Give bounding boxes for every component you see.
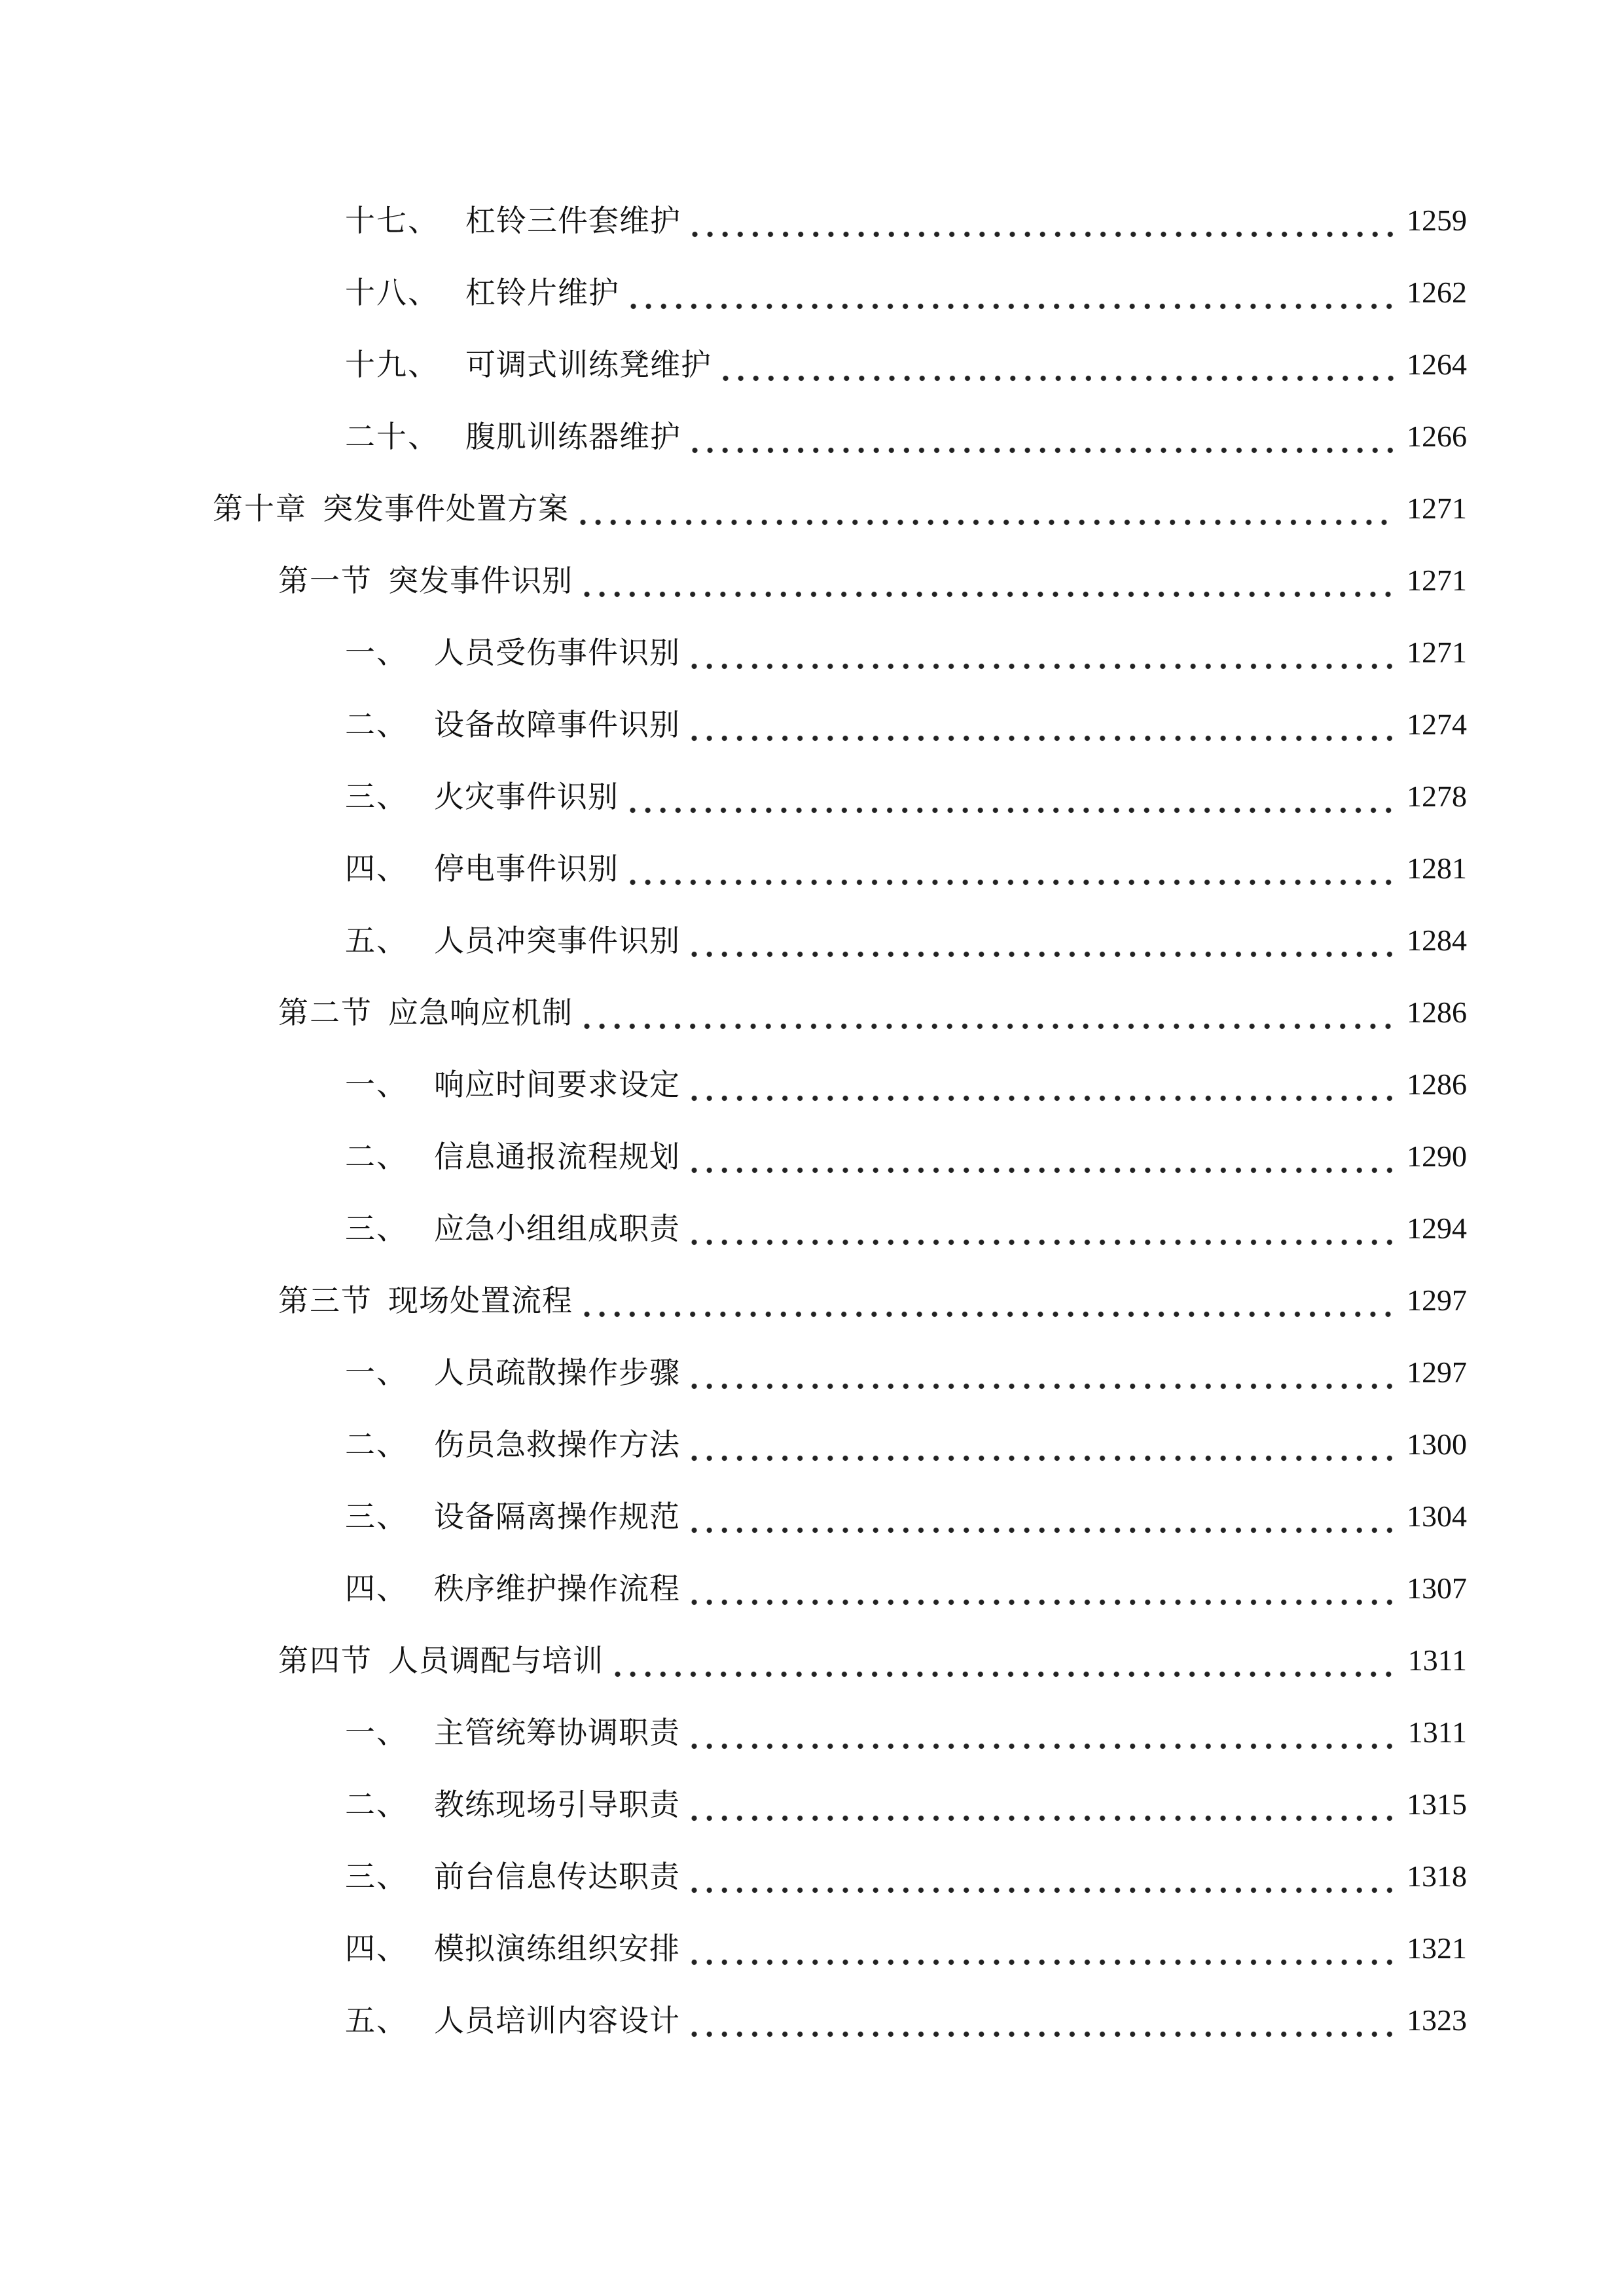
toc-entry-label — [345, 1346, 680, 1399]
toc-entry-number: 三、 — [345, 1211, 408, 1246]
toc-page-number: 1274 — [1407, 708, 1467, 741]
toc-dot-leader — [718, 338, 1395, 391]
toc-entry-label — [345, 914, 680, 967]
toc-page-number: 1290 — [1407, 1139, 1467, 1173]
toc-page-number: 1264 — [1407, 348, 1467, 381]
toc-entry[interactable] — [0, 698, 1624, 751]
toc-entry[interactable] — [0, 1418, 1624, 1471]
toc-entry-line — [345, 410, 1467, 463]
toc-page-number: 1311 — [1407, 1643, 1467, 1677]
toc-dot-leader — [687, 626, 1395, 679]
toc-page-number: 1286 — [1407, 996, 1467, 1029]
toc-entry-number: 二十、 — [345, 419, 439, 454]
toc-entry-line — [345, 770, 1467, 823]
toc-entry-line — [345, 914, 1467, 967]
toc-entry-line — [278, 1634, 1467, 1687]
toc-page-number: 1297 — [1407, 1355, 1467, 1389]
toc-page-number: 1259 — [1407, 204, 1467, 237]
toc-entry-number: 第四节 — [278, 1643, 372, 1678]
toc-dot-leader — [625, 842, 1395, 895]
toc-dot-leader — [687, 1922, 1395, 1975]
toc-dot-leader — [687, 1490, 1395, 1543]
toc-entry-number: 二、 — [345, 1787, 408, 1822]
toc-entry[interactable] — [0, 626, 1624, 679]
toc-entry-number: 第十章 — [213, 491, 307, 526]
toc-entry-number: 四、 — [345, 851, 408, 886]
toc-entry-title: 腹肌训练器维护 — [465, 419, 681, 454]
toc-dot-leader — [687, 410, 1395, 463]
toc-dot-leader — [687, 1418, 1395, 1471]
toc-page-number: 1266 — [1407, 420, 1467, 453]
toc-entry-number: 一、 — [345, 1067, 408, 1102]
toc-entry[interactable] — [0, 770, 1624, 823]
toc-entry-title: 人员培训内容设计 — [434, 2003, 680, 2038]
toc-entry-label — [345, 1850, 680, 1903]
toc-entry-line — [345, 842, 1467, 895]
toc-entry-label — [345, 1202, 680, 1255]
toc-dot-leader — [687, 1562, 1395, 1615]
toc-entry-title: 突发事件识别 — [388, 563, 573, 598]
toc-dot-leader — [575, 482, 1395, 535]
toc-entry-line — [345, 1994, 1467, 2047]
toc-entry[interactable] — [0, 1850, 1624, 1903]
toc-entry[interactable] — [0, 1346, 1624, 1399]
toc-entry-line — [345, 698, 1467, 751]
toc-page-number: 1321 — [1407, 1931, 1467, 1965]
toc-entry[interactable] — [0, 194, 1624, 247]
toc-dot-leader — [579, 554, 1395, 607]
toc-entry-number: 一、 — [345, 1355, 408, 1390]
toc-dot-leader — [687, 698, 1395, 751]
toc-entry-line — [345, 266, 1467, 319]
toc-entry-title: 设备故障事件识别 — [434, 707, 680, 742]
toc-entry-number: 四、 — [345, 1931, 408, 1966]
toc-entry-title: 突发事件处置方案 — [323, 491, 569, 526]
toc-page-number: 1311 — [1407, 1715, 1467, 1749]
toc-entry-label — [278, 1634, 604, 1687]
toc-entry[interactable] — [0, 482, 1624, 535]
toc-entry-line — [345, 1058, 1467, 1111]
toc-entry[interactable] — [0, 1490, 1624, 1543]
toc-entry[interactable] — [0, 1778, 1624, 1831]
toc-entry-number: 二、 — [345, 1427, 408, 1462]
toc-entry-number: 一、 — [345, 635, 408, 670]
toc-entry-line — [345, 626, 1467, 679]
toc-entry-line — [278, 986, 1467, 1039]
toc-entry-title: 现场处置流程 — [388, 1283, 573, 1318]
toc-page-number: 1323 — [1407, 2003, 1467, 2037]
toc-entry[interactable] — [0, 986, 1624, 1039]
toc-entry-title: 杠铃三件套维护 — [465, 203, 681, 238]
toc-page-number: 1286 — [1407, 1067, 1467, 1101]
toc-entry[interactable] — [0, 410, 1624, 463]
toc-entry-line — [345, 1778, 1467, 1831]
toc-entry-line — [345, 1922, 1467, 1975]
toc-entry[interactable] — [0, 266, 1624, 319]
toc-dot-leader — [687, 1202, 1395, 1255]
toc-entry-number: 三、 — [345, 779, 408, 814]
toc-entry[interactable] — [0, 1706, 1624, 1759]
toc-entry-number: 五、 — [345, 923, 408, 958]
toc-entry-number: 第一节 — [278, 563, 372, 598]
toc-entry-title: 人员冲突事件识别 — [434, 923, 680, 958]
toc-entry-label — [278, 986, 573, 1039]
toc-entry[interactable] — [0, 1562, 1624, 1615]
toc-entry-label — [278, 554, 573, 607]
toc-entry-label — [345, 1490, 680, 1543]
toc-entry-number: 三、 — [345, 1859, 408, 1894]
toc-page-number: 1318 — [1407, 1859, 1467, 1893]
toc-page-number: 1304 — [1407, 1499, 1467, 1533]
toc-entry[interactable] — [0, 1922, 1624, 1975]
toc-entry-line — [345, 1706, 1467, 1759]
toc-entry-line — [345, 1850, 1467, 1903]
toc-page-number: 1294 — [1407, 1211, 1467, 1245]
toc-entry-number: 第二节 — [278, 995, 372, 1030]
toc-page-number: 1262 — [1407, 276, 1467, 309]
toc-page-number: 1297 — [1407, 1283, 1467, 1317]
toc-entry-line — [278, 554, 1467, 607]
toc-entry-number: 十九、 — [345, 347, 439, 382]
toc-entry-label — [345, 194, 681, 247]
toc-entry-line — [278, 1274, 1467, 1327]
toc-entry-title: 信息通报流程规划 — [434, 1139, 680, 1174]
toc-entry-title: 人员调配与培训 — [388, 1643, 604, 1678]
toc-entry-title: 响应时间要求设定 — [434, 1067, 680, 1102]
toc-entry-number: 三、 — [345, 1499, 408, 1534]
toc-entry-number: 二、 — [345, 707, 408, 742]
toc-entry-line — [345, 1130, 1467, 1183]
toc-dot-leader — [610, 1634, 1396, 1687]
toc-entry-line — [345, 338, 1467, 391]
toc-page-number: 1271 — [1407, 636, 1467, 669]
toc-page-number: 1278 — [1407, 780, 1467, 813]
toc-entry-number: 十八、 — [345, 275, 439, 310]
toc-entry-label — [345, 410, 681, 463]
toc-entry[interactable] — [0, 1994, 1624, 2047]
toc-page-number: 1300 — [1407, 1427, 1467, 1461]
toc-entry-title: 伤员急救操作方法 — [434, 1427, 680, 1462]
toc-entry-label — [345, 1130, 680, 1183]
toc-page-number: 1284 — [1407, 924, 1467, 957]
toc-dot-leader — [625, 770, 1395, 823]
toc-entry-line — [345, 1418, 1467, 1471]
toc-entry-label — [213, 482, 569, 535]
toc-entry-label — [345, 1994, 680, 2047]
toc-entry-title: 模拟演练组织安排 — [434, 1931, 680, 1966]
toc-entry-label — [345, 770, 619, 823]
toc-entry-number: 五、 — [345, 2003, 408, 2038]
toc-entry-title: 应急小组组成职责 — [434, 1211, 680, 1246]
toc-entry-number: 四、 — [345, 1571, 408, 1606]
toc-dot-leader — [687, 1778, 1395, 1831]
toc-entry-label — [345, 1562, 680, 1615]
toc-entry-title: 人员受伤事件识别 — [434, 635, 680, 670]
toc-entry-label — [345, 842, 619, 895]
toc-entry[interactable] — [0, 1634, 1624, 1687]
toc-dot-leader — [687, 194, 1395, 247]
toc-dot-leader — [687, 1706, 1396, 1759]
toc-entry-title: 设备隔离操作规范 — [434, 1499, 680, 1534]
toc-entry-title: 停电事件识别 — [434, 851, 619, 886]
toc-entry-title: 人员疏散操作步骤 — [434, 1355, 680, 1390]
toc-entry-line — [213, 482, 1467, 535]
toc-entry-title: 前台信息传达职责 — [434, 1859, 680, 1894]
toc-entry-line — [345, 194, 1467, 247]
toc-entry-title: 教练现场引导职责 — [434, 1787, 680, 1822]
toc-entry[interactable] — [0, 1130, 1624, 1183]
toc-dot-leader — [687, 1994, 1395, 2047]
toc-entry-number: 二、 — [345, 1139, 408, 1174]
toc-entry[interactable] — [0, 554, 1624, 607]
toc-entry-label — [345, 1058, 680, 1111]
toc-entry-label — [345, 626, 680, 679]
toc-dot-leader — [687, 1130, 1395, 1183]
toc-entry[interactable] — [0, 842, 1624, 895]
toc-entry-label — [345, 338, 712, 391]
toc-entry-title: 主管统筹协调职责 — [434, 1715, 680, 1750]
toc-dot-leader — [579, 1274, 1395, 1327]
toc-dot-leader — [687, 914, 1395, 967]
toc-entry-line — [345, 1562, 1467, 1615]
toc-dot-leader — [687, 1058, 1395, 1111]
toc-entry[interactable] — [0, 1202, 1624, 1255]
toc-entry-number: 第三节 — [278, 1283, 372, 1318]
toc-entry-title: 火灾事件识别 — [434, 779, 619, 814]
toc-entry-title: 应急响应机制 — [388, 995, 573, 1030]
toc-entry-label — [345, 698, 680, 751]
toc-page-number: 1271 — [1407, 564, 1467, 597]
toc-entry-title: 秩序维护操作流程 — [434, 1571, 680, 1606]
toc-entry-number: 一、 — [345, 1715, 408, 1750]
toc-page-number: 1271 — [1407, 492, 1467, 525]
toc-entry[interactable] — [0, 338, 1624, 391]
toc-entry[interactable] — [0, 1058, 1624, 1111]
toc-dot-leader — [579, 986, 1395, 1039]
toc-dot-leader — [626, 266, 1395, 319]
toc-dot-leader — [687, 1850, 1395, 1903]
toc-entry-label — [345, 266, 619, 319]
toc-entry-line — [345, 1202, 1467, 1255]
toc-entry-label — [278, 1274, 573, 1327]
toc-entry[interactable] — [0, 914, 1624, 967]
toc-entry-title: 杠铃片维护 — [465, 275, 619, 310]
toc-entry[interactable] — [0, 1274, 1624, 1327]
toc-page-number: 1315 — [1407, 1787, 1467, 1821]
toc-page-number: 1307 — [1407, 1571, 1467, 1605]
toc-entry-title: 可调式训练凳维护 — [465, 347, 712, 382]
toc-entry-label — [345, 1418, 680, 1471]
toc-dot-leader — [687, 1346, 1395, 1399]
toc-page-number: 1281 — [1407, 852, 1467, 885]
toc-entry-label — [345, 1922, 680, 1975]
toc-entry-label — [345, 1706, 680, 1759]
toc-entry-line — [345, 1490, 1467, 1543]
toc-entry-label — [345, 1778, 680, 1831]
toc-entry-number: 十七、 — [345, 203, 439, 238]
toc-entry-line — [345, 1346, 1467, 1399]
